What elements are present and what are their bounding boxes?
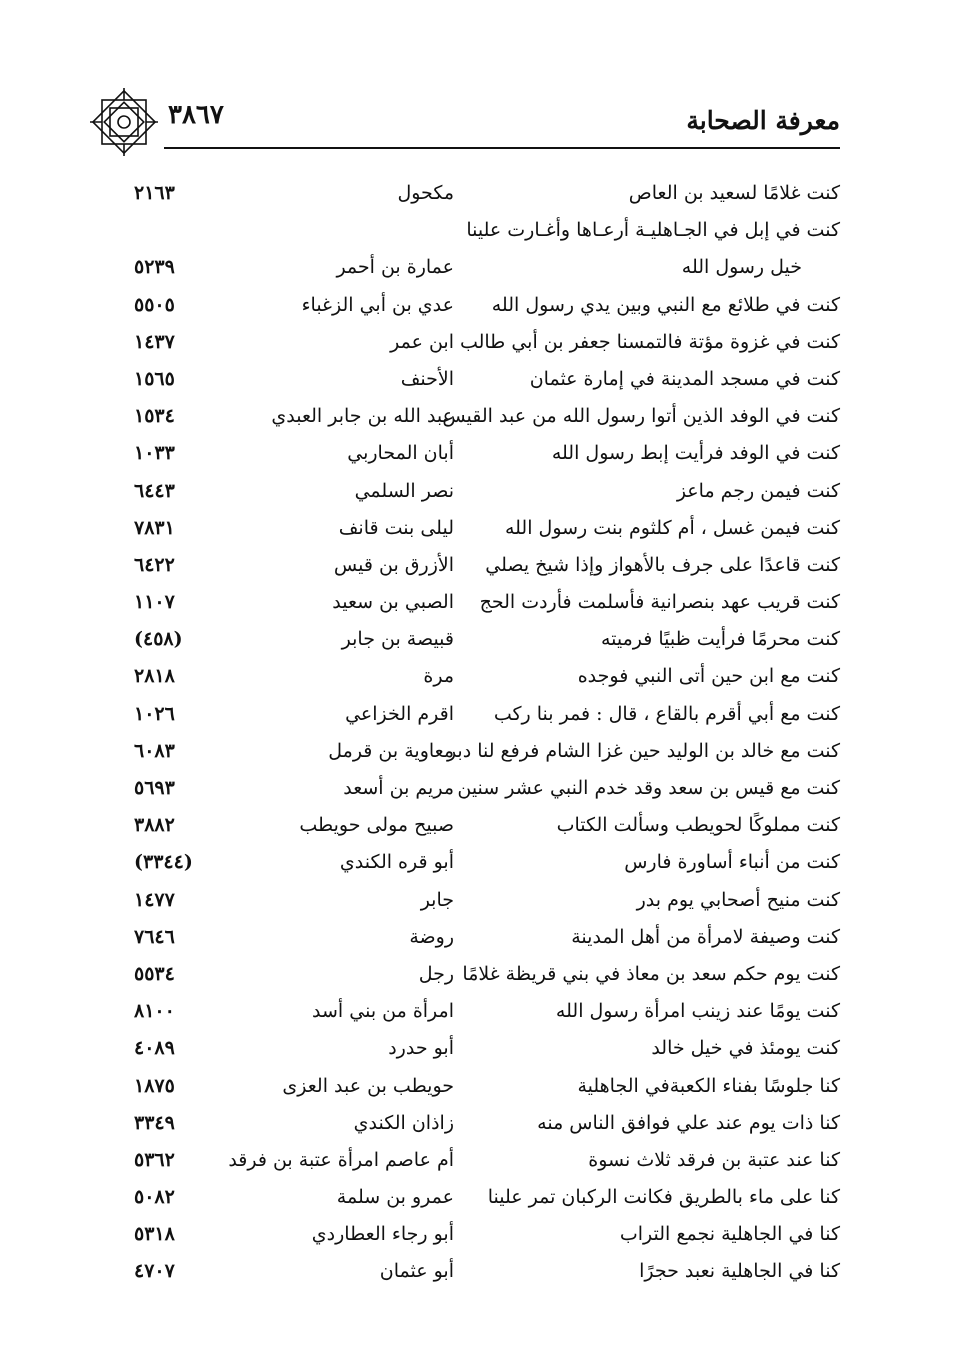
index-row [88,807,840,844]
index-row [88,473,840,510]
index-row [88,510,840,547]
hadith-incipit [442,398,840,435]
narrator-name: ابن عمر [390,330,454,353]
hadith-incipit-line: كنا جلوسًا بفناء الكعبةفي الجاهلية [577,1074,840,1097]
narrator-name: أبو حدرد [388,1037,454,1060]
hadith-incipit [490,473,840,510]
index-row [88,621,840,658]
entry-number: ٧٦٤٦ [134,925,175,948]
entry-number: ٢١٦٣ [134,182,175,204]
hadith-incipit [466,212,840,286]
hadith-incipit [490,175,840,212]
entry-number: ٧٨٣١ [134,516,175,539]
entry-number: ٥٢٣٩ [134,256,175,279]
index-row [88,1105,840,1142]
hadith-incipit-line: كنت يومًا عند زينب امرأة رسول الله [555,1000,840,1023]
hadith-incipit [490,287,840,324]
narrator-name: روضة [409,925,454,948]
hadith-incipit [490,696,840,733]
hadith-incipit-line: كنت مع خالد بن الوليد حين غزا الشام فرفع لنا دبر [446,739,840,762]
hadith-incipit [490,807,840,844]
index-row [88,919,840,956]
entry-number: ١٨٧٥ [134,1074,175,1097]
entry-number: ١٠٣٣ [134,442,175,465]
narrator-name: مريم بن أسعد [343,777,454,800]
entry-number: ٥٦٩٣ [134,777,175,800]
index-list [88,175,840,1291]
narrator-name: حويطب بن عبد العزى [282,1074,454,1097]
hadith-incipit [462,956,840,993]
entry-number: ٤٠٨٩ [134,1037,175,1060]
hadith-incipit [490,1105,840,1142]
entry-number: ٥٥٣٤ [134,962,175,985]
hadith-incipit [490,510,840,547]
hadith-incipit-line: كنت يومئذ في خيل خالد [651,1037,840,1060]
hadith-incipit [490,1142,840,1179]
hadith-incipit-line: كنت قريب عهد بنصرانية فأسلمت فأردت الحج [479,591,840,614]
narrator-name: امرأة من بني أسد [312,1000,454,1023]
hadith-incipit-line: كنت محرمًا فرأيت ظبيًا فرميته [600,628,840,651]
hadith-incipit [487,1179,840,1216]
index-row [88,733,840,770]
entry-number: ١٤٧٧ [134,888,175,911]
hadith-incipit-line: كنت من أنباء أساورة فارس [624,851,840,874]
hadith-incipit [457,770,840,807]
hadith-incipit-line: كنت وصيفة لامرأة من أهل المدينة [571,925,840,948]
index-row [88,175,840,212]
index-row [88,882,840,919]
index-row [88,584,840,621]
index-row [88,844,840,881]
narrator-name: أم عاصم امرأة عتبة بن فرقد [228,1148,454,1171]
hadith-incipit [490,919,840,956]
index-row [88,435,840,472]
index-row [88,1253,840,1290]
entry-number: ٦٤٤٣ [134,479,175,502]
index-row [88,398,840,435]
hadith-incipit [485,547,840,584]
hadith-incipit-line: كنت يوم حكم سعد بن معاذ في بني قريظة غلامًا [462,962,840,985]
hadith-incipit-line: كنت مع قيس بن سعد وقد خدم النبي عشر سنين [457,777,840,800]
index-row [88,993,840,1030]
hadith-incipit-continuation: خيل رسول الله [681,256,802,279]
hadith-incipit-line: كنا عند عتبة بن فرقد ثلاث نسوة [588,1148,840,1171]
entry-number: ١٤٣٧ [134,330,175,353]
narrator-name: نصر السلمي [354,479,454,502]
entry-number: ٥٣١٨ [134,1223,175,1246]
narrator-name: أبو رجاء العطاردي [311,1223,454,1246]
index-row [88,1216,840,1253]
index-row [88,324,840,361]
header-rule [164,147,840,149]
entry-number: ٨١٠٠ [134,1000,175,1023]
narrator-name: الصبي بن سعيد [332,591,454,614]
entry-number: ٢٨١٨ [134,665,175,688]
entry-number: (٣٣٤٤) [134,851,193,874]
narrator-name: عدي بن أبي الزغباء [301,293,454,316]
entry-number: (٤٥٨) [134,628,183,651]
index-row [88,658,840,695]
hadith-incipit [490,435,840,472]
hadith-incipit-line: كنت غلامًا لسعيد بن العاص [628,182,840,204]
hadith-incipit-line: كنا في الجاهلية نعبد حجرًا [639,1260,840,1283]
entry-number: ٥٥٠٥ [134,293,175,316]
index-row [88,287,840,324]
narrator-name: الأزرق بن قيس [333,553,454,576]
hadith-incipit-line: كنت فيمن رجم ماعز [676,479,840,502]
narrator-name: أبو عثمان [379,1260,454,1283]
index-row [88,1179,840,1216]
hadith-incipit-line: كنت مملوكًا لحويطب وسألت الكتاب [556,814,840,837]
entry-number: ٦٤٢٢ [134,553,175,576]
hadith-incipit [446,733,840,770]
hadith-incipit-line: كنت في طلائع مع النبي وبين يدي رسول الله [491,293,840,316]
hadith-incipit-line: كنت في الوفد الذين أتوا رسول الله من عبد القيس [442,405,840,428]
page-number: ٣٨٦٧ [168,100,224,130]
hadith-incipit [490,844,840,881]
entry-number: ١١٠٧ [134,591,175,614]
hadith-incipit [490,1253,840,1290]
narrator-name: صبيح مولى حويطب [299,814,454,837]
narrator-name: مرة [423,665,454,688]
hadith-incipit [490,882,840,919]
index-row [88,1030,840,1067]
index-row [88,696,840,733]
hadith-incipit [490,1068,840,1105]
hadith-incipit [490,621,840,658]
page-title: معرفة الصحابة [686,106,840,135]
hadith-incipit-line: كنا في الجاهلية نجمع التراب [619,1223,840,1246]
hadith-incipit-line: كنت في الوفد فرأيت إبط رسول الله [551,442,840,465]
narrator-name: زاذان الكندي [353,1111,454,1134]
index-row [88,212,840,286]
hadith-incipit-line: كنت منيح أصحابي يوم بدر [636,888,840,911]
index-row [88,547,840,584]
entry-number: ٣٣٤٩ [134,1111,175,1134]
narrator-name: معاوية بن قرمل [328,739,454,762]
narrator-name: أبان المحاربي [347,442,454,465]
hadith-incipit [490,361,840,398]
hadith-incipit-line: كنت في مسجد المدينة في إمارة عثمان [529,367,840,390]
index-row [88,956,840,993]
hadith-incipit [490,658,840,695]
narrator-name: اقرم الخزاعي [345,702,454,725]
entry-number: ٥٠٨٢ [134,1186,175,1209]
narrator-name: عمارة بن أحمر [336,256,454,279]
narrator-name: عبد الله بن جابر العبدي [271,405,454,428]
hadith-incipit [490,993,840,1030]
hadith-incipit-line: كنا ذات يوم عند علي فوافق الناس منه [537,1111,840,1134]
hadith-incipit [479,584,840,621]
entry-number: ١٠٢٦ [134,702,175,725]
narrator-name: الأحنف [400,367,454,390]
entry-number: ١٥٣٤ [134,405,175,428]
narrator-name: مكحول [397,182,454,204]
entry-number: ٣٨٨٢ [134,814,175,837]
page-header [88,92,840,144]
entry-number: ٥٣٦٢ [134,1148,175,1171]
narrator-name: أبو قره الكندي [339,851,454,874]
hadith-incipit-line: كنت مع ابن حين أتى النبي فوجده [577,665,840,688]
hadith-incipit-line: كنت في إبل في الجـاهليـة أرعـاها وأغـارت علينا [466,219,840,242]
index-row [88,1068,840,1105]
narrator-name: جابر [420,888,454,911]
hadith-incipit [459,324,840,361]
entry-number: ١٥٦٥ [134,367,175,390]
hadith-incipit-line: كنت مع أبي أقرم بالقاع ، قال : فمر بنا ركب [493,702,840,725]
hadith-incipit-line: كنت قاعدًا على جرف بالأهواز وإذا شيخ يصلي [485,553,840,576]
hadith-incipit [490,1030,840,1067]
narrator-name: قبيصة بن جابر [341,628,454,651]
hadith-incipit-line: كنت فيمن غسل ، أم كلثوم بنت رسول الله [504,516,840,539]
index-row [88,361,840,398]
entry-number: ٦٠٨٣ [134,739,175,762]
index-row [88,770,840,807]
narrator-name: عمرو بن سلمة [336,1186,454,1209]
hadith-incipit [490,1216,840,1253]
narrator-name: رجل [418,962,454,985]
narrator-name: ليلى بنت قانف [338,516,454,539]
octagonal-star-ornament-icon [88,86,160,158]
index-row [88,1142,840,1179]
entry-number: ٤٧٠٧ [134,1260,175,1283]
hadith-incipit-line: كنت في غزوة مؤتة فالتمسنا جعفر بن أبي طالب [459,330,840,353]
hadith-incipit-line: كنا على ماء بالطريق فكانت الركبان تمر علينا [487,1186,840,1209]
